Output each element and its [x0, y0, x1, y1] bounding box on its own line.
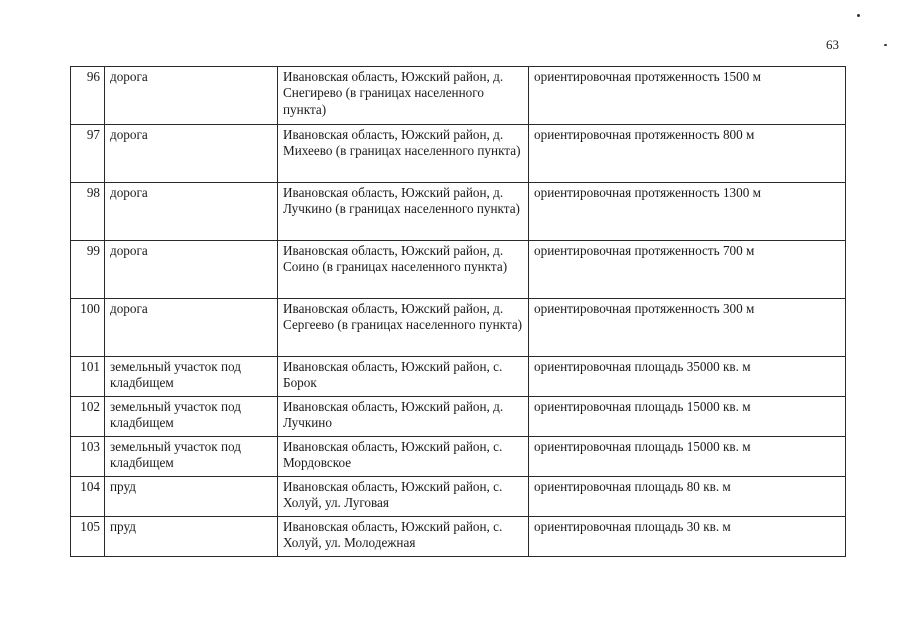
object-characteristic: ориентировочная площадь 80 кв. м [529, 477, 846, 517]
object-location: Ивановская область, Южский район, д. Лучкино [278, 397, 529, 437]
object-name: земельный участок под кладбищем [105, 357, 278, 397]
table-row [71, 517, 846, 557]
object-name: дорога [105, 241, 278, 299]
scan-speck [857, 14, 860, 17]
object-characteristic: ориентировочная протяженность 1300 м [529, 183, 846, 241]
object-location: Ивановская область, Южский район, д. Михеево (в границах населенного пункта) [278, 125, 529, 183]
object-location: Ивановская область, Южский район, д. Соино (в границах населенного пункта) [278, 241, 529, 299]
table-row [71, 299, 846, 357]
object-location: Ивановская область, Южский район, д. Сергеево (в границах населенного пункта) [278, 299, 529, 357]
registry-table [70, 66, 846, 557]
object-name: земельный участок под кладбищем [105, 397, 278, 437]
object-characteristic: ориентировочная протяженность 800 м [529, 125, 846, 183]
object-location: Ивановская область, Южский район, с. Борок [278, 357, 529, 397]
row-number: 101 [71, 357, 105, 397]
row-number: 96 [71, 67, 105, 125]
object-characteristic: ориентировочная протяженность 300 м [529, 299, 846, 357]
row-number: 102 [71, 397, 105, 437]
object-location: Ивановская область, Южский район, д. Лучкино (в границах населенного пункта) [278, 183, 529, 241]
table-row [71, 437, 846, 477]
table-row [71, 67, 846, 125]
object-name: дорога [105, 299, 278, 357]
row-number: 104 [71, 477, 105, 517]
object-characteristic: ориентировочная протяженность 700 м [529, 241, 846, 299]
object-name: земельный участок под кладбищем [105, 437, 278, 477]
row-number: 99 [71, 241, 105, 299]
object-name: пруд [105, 477, 278, 517]
row-number: 97 [71, 125, 105, 183]
object-name: дорога [105, 67, 278, 125]
table-row [71, 183, 846, 241]
row-number: 103 [71, 437, 105, 477]
row-number: 98 [71, 183, 105, 241]
scan-speck [884, 44, 887, 46]
object-name: дорога [105, 125, 278, 183]
table-row [71, 241, 846, 299]
table-row [71, 357, 846, 397]
object-location: Ивановская область, Южский район, с. Мордовское [278, 437, 529, 477]
table-row [71, 125, 846, 183]
page-number: 63 [826, 37, 839, 52]
object-name: дорога [105, 183, 278, 241]
row-number: 100 [71, 299, 105, 357]
table-row [71, 397, 846, 437]
object-characteristic: ориентировочная площадь 15000 кв. м [529, 397, 846, 437]
row-number: 105 [71, 517, 105, 557]
object-location: Ивановская область, Южский район, с. Холуй, ул. Молодежная [278, 517, 529, 557]
object-characteristic: ориентировочная протяженность 1500 м [529, 67, 846, 125]
object-characteristic: ориентировочная площадь 15000 кв. м [529, 437, 846, 477]
object-name: пруд [105, 517, 278, 557]
object-location: Ивановская область, Южский район, д. Снегирево (в границах населенного пункта) [278, 67, 529, 125]
object-characteristic: ориентировочная площадь 35000 кв. м [529, 357, 846, 397]
object-characteristic: ориентировочная площадь 30 кв. м [529, 517, 846, 557]
table-row [71, 477, 846, 517]
object-location: Ивановская область, Южский район, с. Холуй, ул. Луговая [278, 477, 529, 517]
